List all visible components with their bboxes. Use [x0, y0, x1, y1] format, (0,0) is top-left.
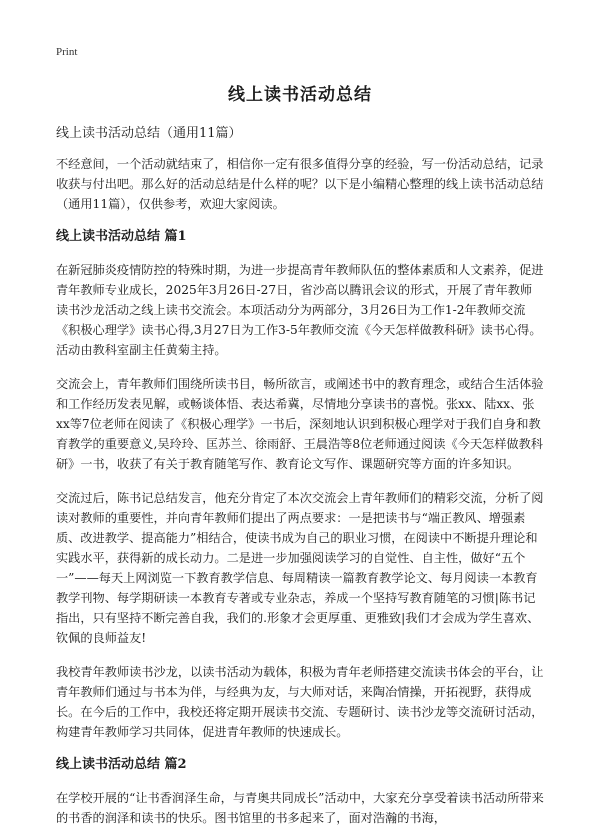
section2-paragraph: 在学校开展的“让书香润泽生命，与青奥共同成长”活动中，大家充分享受着读书活动所带来的书香的润泽和读书的快乐。图书馆里的书多起来了，面对浩瀚的书海，: [56, 791, 544, 825]
section-heading-2: 线上读书活动总结 篇2: [56, 757, 187, 772]
intro-paragraph: 不经意间，一个活动就结束了，相信你一定有很多值得分享的经验，写一份活动总结，记录收获与付出吧。那么好的活动总结是什么样的呢？以下是小编精心整理的线上读书活动总结（通用11篇），仅供参考，欢迎大家阅读。: [56, 157, 544, 211]
article-subtitle: 线上读书活动总结（通用11篇）: [56, 126, 242, 141]
print-link[interactable]: Print: [56, 46, 78, 58]
section1-paragraph: 我校青年教师读书沙龙，以读书活动为载体，积极为青年老师搭建交流读书体会的平台，让青年教师们通过与书本为伴，与经典为友，与大师对话，来陶冶情操，开拓视野，获得成长。在今后的工作中，我校还将定期开展读书交流、专题研讨、读书沙龙等交流研讨活动，构建青年教师学习共同体，促进青年教师的快速成长。: [56, 665, 544, 739]
page-title: 线上读书活动总结: [228, 85, 372, 105]
section1-paragraph: 交流过后，陈书记总结发言，他充分肯定了本次交流会上青年教师们的精彩交流，分析了阅读对教师的重要性，并向青年教师们提出了两点要求：一是把读书与“端正教风、增强素质、改进教学、提高能力”相结合，使读书成为自己的职业习惯，在阅读中不断提升理论和实践水平，获得新的成长动力。二是进一步加强阅读学习的自觉性、自主性，做好“五个一”——每天上网浏览一下教育教学信息、每周精读一篇教育教学论文、每月阅读一本教育教学刊物、每学期研读一本教育专著或专业杂志，养成一个坚持写教育随笔的习惯|陈书记指出，只有坚持不断完善自我，我们的.形象才会更厚重、更雅致|我们才会成为学生喜欢、钦佩的良师益友!: [56, 491, 544, 645]
section-heading-1: 线上读书活动总结 篇1: [56, 229, 187, 244]
section1-paragraph: 交流会上，青年教师们围绕所读书目，畅所欲言，或阐述书中的教育理念，或结合生活体验和工作经历发表见解，或畅谈体悟、表达希冀，尽情地分享读书的喜悦。张xx、陆xx、张xx等7位老师在阅读了《积极心理学》一书后，深刻地认识到积极心理学对于我们自身和教育教学的重要意义,吴玲玲、匡苏兰、徐雨舒、王晨浩等8位老师通过阅读《今天怎样做教科研》一书，收获了有关于教育随笔写作、教育论文写作、课题研究等方面的许多知识。: [56, 377, 544, 471]
section1-paragraph: 在新冠肺炎疫情防控的特殊时期，为进一步提高青年教师队伍的整体素质和人文素养，促进青年教师专业成长，2025年3月26日-27日，省沙高以腾讯会议的形式，开展了青年教师读书沙龙活动之线上读书交流会。本项活动分为两部分，3月26日为工作1-2年教师交流《积极心理学》读书心得,3月27日为工作3-5年教师交流《今天怎样做教科研》读书心得。活动由教科室副主任黄菊主持。: [56, 263, 544, 357]
